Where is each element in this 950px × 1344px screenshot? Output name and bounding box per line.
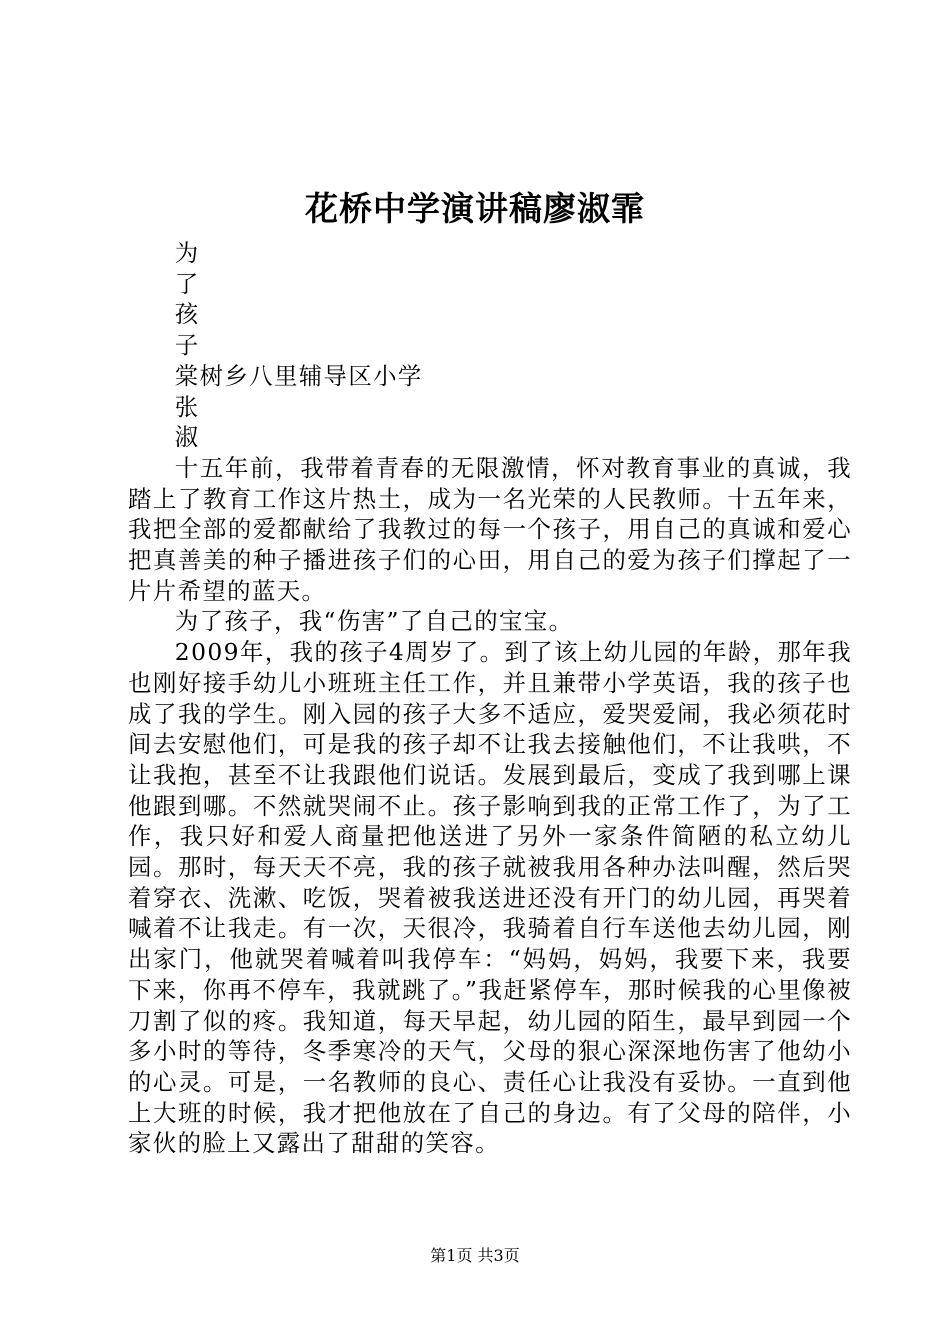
document-title: 花桥中学演讲稿廖淑霏 bbox=[305, 189, 645, 228]
school-name: 棠树乡八里辅导区小学 bbox=[174, 361, 423, 390]
paragraph: 2009年，我的孩子4周岁了。到了该上幼儿园的年龄，那年我也刚好接手幼儿小班班主任工作，并且兼带小学英语，我的孩子也成了我的学生。刚入园的孩子大多不适应，爱哭爱闹，我必须花时间去安慰他们，可是我的孩子却不让我去接触他们，不让我哄，不让我抱，甚至不让我跟他们说话。发展到最后，变成了我到哪上课他跟到哪。不然就哭闹不止。孩子影响到我的正常工作了，为了工作，我只好和爱人商量把他送进了另外一家条件简陋的私立幼儿园。那时，每天天不亮，我的孩子就被我用各种办法叫醒，然后哭着穿衣、洗漱、吃饭，哭着被我送进还没有开门的幼儿园，再哭着喊着不让我走。有一次，天很冷，我骑着自行车送他去幼儿园，刚出家门，他就哭着喊着叫我停车：“妈妈，妈妈，我要下来，我要下来，你再不停车，我就跳了。”我赶紧停车，那时候我的心里像被刀割了似的疼。我知道，每天早起，幼儿园的陌生，最早到园一个多小时的等待，冬季寒冷的天气，父母的狠心深深地伤害了他幼小的心灵。可是，一名教师的良心、责任心让我没有妥协。一直到他上大班的时候，我才把他放在了自己的身边。有了父母的陪伴，小家伙的脸上又露出了甜甜的笑容。 bbox=[128, 638, 852, 1158]
header-line: 淑 bbox=[174, 423, 200, 452]
document-body bbox=[128, 238, 852, 1159]
header-line: 为 bbox=[174, 239, 200, 267]
page-footer: 第1页 共3页 bbox=[430, 1246, 520, 1265]
header-line: 了 bbox=[174, 269, 200, 298]
paragraph: 为了孩子，我“伤害”了自己的宝宝。 bbox=[174, 607, 574, 636]
header-line: 孩 bbox=[174, 300, 200, 329]
paragraph: 十五年前，我带着青春的无限激情，怀对教育事业的真诚，我踏上了教育工作这片热土，成为一名光荣的人民教师。十五年来，我把全部的爱都献给了我教过的每一个孩子，用自己的真诚和爱心把真善美的种子播进孩子们的心田，用自己的爱为孩子们撑起了一片片希望的蓝天。 bbox=[128, 453, 852, 605]
header-line: 张 bbox=[174, 392, 200, 421]
header-line: 子 bbox=[174, 331, 200, 360]
